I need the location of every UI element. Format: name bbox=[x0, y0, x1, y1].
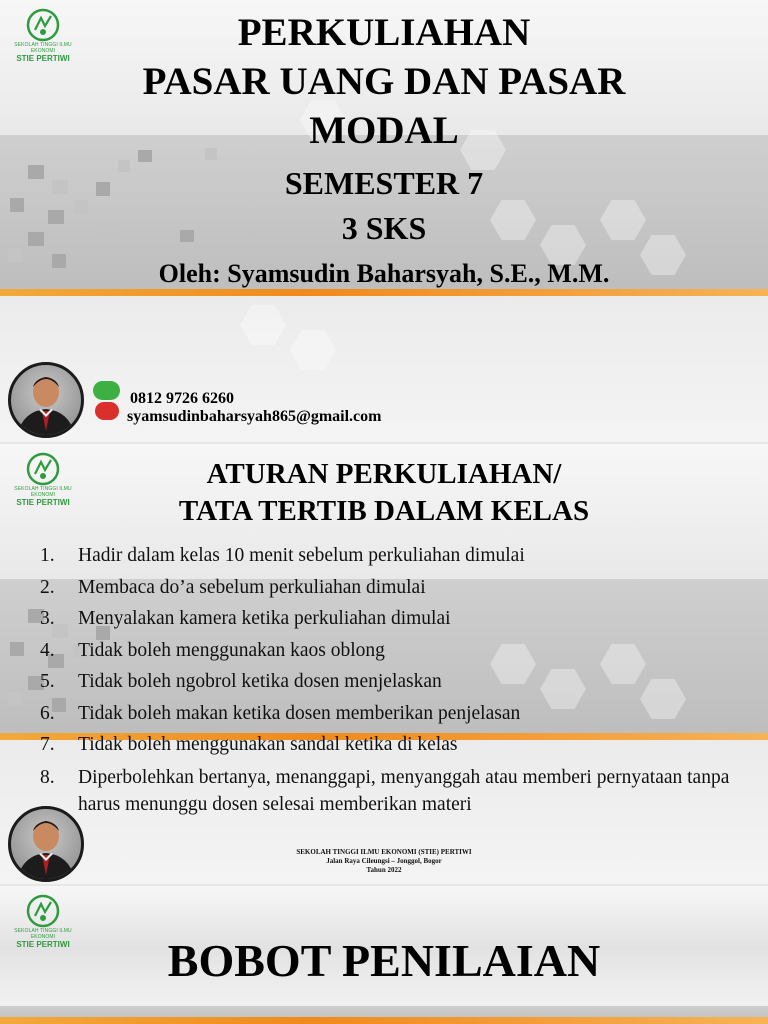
logo-subtitle: SEKOLAH TINGGI ILMU EKONOMI bbox=[14, 42, 72, 54]
item-text: Diperbolehkan bertanya, menanggapi, menyanggah atau memberi pernyataan tanpa harus menunggu dosen selesai memberikan materi bbox=[78, 766, 730, 815]
phone-icon bbox=[93, 381, 120, 400]
grading-title: BOBOT PENILAIAN bbox=[167, 935, 601, 986]
logo-emblem-icon bbox=[26, 894, 60, 928]
rules-list bbox=[40, 540, 740, 818]
author-label: Oleh: Syamsudin Baharsyah, S.E., M.M. bbox=[158, 259, 610, 288]
course-title bbox=[0, 8, 768, 155]
item-number: 5. bbox=[40, 671, 55, 692]
footer-line: SEKOLAH TINGGI ILMU EKONOMI (STIE) PERTIWI bbox=[296, 848, 472, 856]
item-number: 3. bbox=[40, 608, 55, 629]
list-item bbox=[40, 572, 740, 604]
item-number: 1. bbox=[40, 545, 55, 566]
footer-line: Jalan Raya Cileungsi – Jonggol, Bogor bbox=[326, 857, 442, 865]
list-item bbox=[40, 761, 740, 818]
footer-line: Tahun 2022 bbox=[366, 866, 402, 874]
sks-label: 3 SKS bbox=[341, 210, 427, 246]
heading-line: ATURAN PERKULIAHAN/ bbox=[206, 458, 562, 490]
list-item bbox=[40, 603, 740, 635]
title-line: MODAL bbox=[309, 109, 459, 152]
phone-number: 0812 9726 6260 bbox=[130, 390, 234, 407]
heading-line: TATA TERTIB DALAM KELAS bbox=[178, 495, 590, 527]
item-number: 6. bbox=[40, 702, 55, 724]
list-item bbox=[40, 635, 740, 667]
email-address: syamsudinbaharsyah865@gmail.com bbox=[127, 408, 382, 425]
person-photo bbox=[8, 362, 84, 438]
list-item bbox=[40, 666, 740, 698]
slide-1-title bbox=[0, 0, 768, 442]
item-text: Membaca do’a sebelum perkuliahan dimulai bbox=[78, 576, 426, 598]
slide-3-grading bbox=[0, 886, 768, 1024]
list-item bbox=[40, 698, 740, 730]
item-number: 4. bbox=[40, 639, 55, 661]
mail-icon bbox=[95, 402, 119, 420]
title-line: PASAR UANG DAN PASAR bbox=[142, 60, 626, 103]
item-text: Tidak boleh menggunakan sandal ketika di kelas bbox=[78, 734, 458, 755]
item-text: Tidak boleh menggunakan kaos oblong bbox=[78, 639, 385, 661]
logo-subtitle: SEKOLAH TINGGI ILMU EKONOMI bbox=[14, 928, 72, 940]
item-text: Hadir dalam kelas 10 menit sebelum perkuliahan dimulai bbox=[78, 545, 525, 566]
item-number: 7. bbox=[40, 734, 55, 755]
orange-divider bbox=[0, 1017, 768, 1024]
list-item bbox=[40, 729, 740, 761]
institution-footer bbox=[0, 848, 768, 875]
item-text: Tidak boleh makan ketika dosen memberikan penjelasan bbox=[78, 702, 521, 724]
item-number: 2. bbox=[40, 576, 55, 598]
item-text: Menyalakan kamera ketika perkuliahan dimulai bbox=[78, 608, 451, 629]
list-item bbox=[40, 540, 740, 572]
title-line: PERKULIAHAN bbox=[237, 11, 531, 54]
item-text: Tidak boleh ngobrol ketika dosen menjelaskan bbox=[78, 671, 442, 692]
logo-name: STIE PERTIWI bbox=[16, 940, 70, 949]
rules-heading bbox=[0, 456, 768, 530]
slide-2-rules bbox=[0, 444, 768, 884]
item-number: 8. bbox=[40, 766, 55, 788]
semester-label: SEMESTER 7 bbox=[284, 165, 484, 201]
logo-name: STIE PERTIWI bbox=[16, 498, 70, 507]
logo-subtitle: SEKOLAH TINGGI ILMU EKONOMI bbox=[14, 486, 72, 498]
logo-name: STIE PERTIWI bbox=[16, 54, 70, 63]
